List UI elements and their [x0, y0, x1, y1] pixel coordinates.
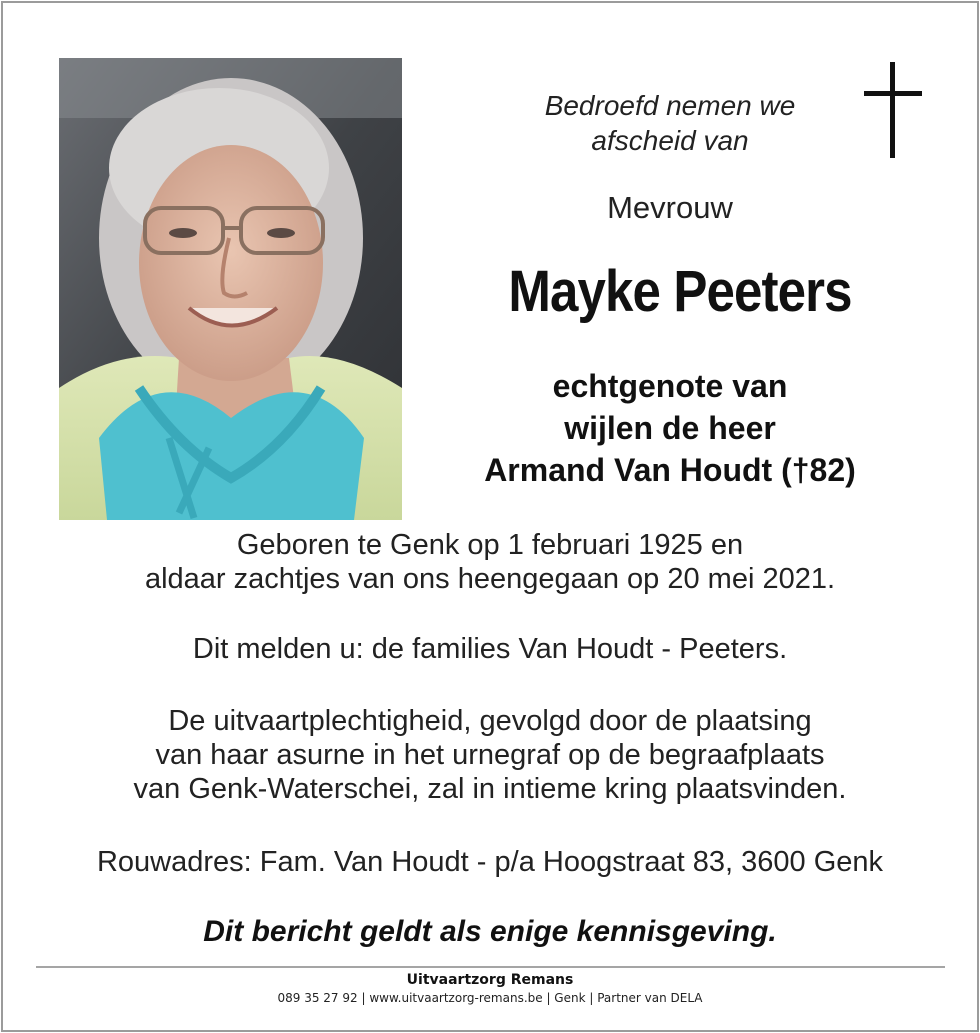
intro-line: Bedroefd nemen we — [544, 90, 796, 121]
ceremony-info — [30, 704, 950, 806]
ceremony-line: van haar asurne in het urnegraf op de begraafplaats — [155, 739, 825, 771]
ceremony-line: De uitvaartplechtigheid, gevolgd door de plaatsing — [168, 705, 812, 737]
salutation: Mevrouw — [607, 190, 733, 225]
footer-divider — [36, 966, 945, 968]
mourning-address — [30, 845, 950, 879]
cross-icon — [864, 62, 922, 158]
spouse-line: wijlen de heer — [564, 410, 776, 446]
address-line: Rouwadres: Fam. Van Houdt - p/a Hoogstraat 83, 3600 Genk — [96, 846, 884, 878]
spouse-info — [430, 365, 910, 491]
funeral-company-name: Uitvaartzorg Remans — [406, 972, 574, 988]
deceased-name: Mayke Peeters — [508, 259, 852, 324]
families-notice — [30, 632, 950, 666]
birth-death-info — [30, 528, 950, 596]
ceremony-line: van Genk-Waterschei, zal in intieme kring plaatsvinden. — [133, 773, 847, 805]
funeral-company-contact: 089 35 27 92 | www.uitvaartzorg-remans.be | Genk | Partner van DELA — [277, 991, 703, 1005]
intro-line: afscheid van — [591, 125, 749, 156]
families-line: Dit melden u: de families Van Houdt - Peeters. — [192, 633, 788, 665]
spouse-line: Armand Van Houdt (†82) — [484, 452, 856, 488]
spouse-line: echtgenote van — [552, 368, 788, 404]
official-notice: Dit bericht geldt als enige kennisgeving. — [203, 915, 777, 948]
portrait-photo — [59, 58, 402, 520]
birth-line: Geboren te Genk op 1 februari 1925 en — [236, 529, 744, 561]
death-line: aldaar zachtjes van ons heengegaan op 20 mei 2021. — [144, 563, 836, 595]
intro-text — [490, 88, 850, 158]
